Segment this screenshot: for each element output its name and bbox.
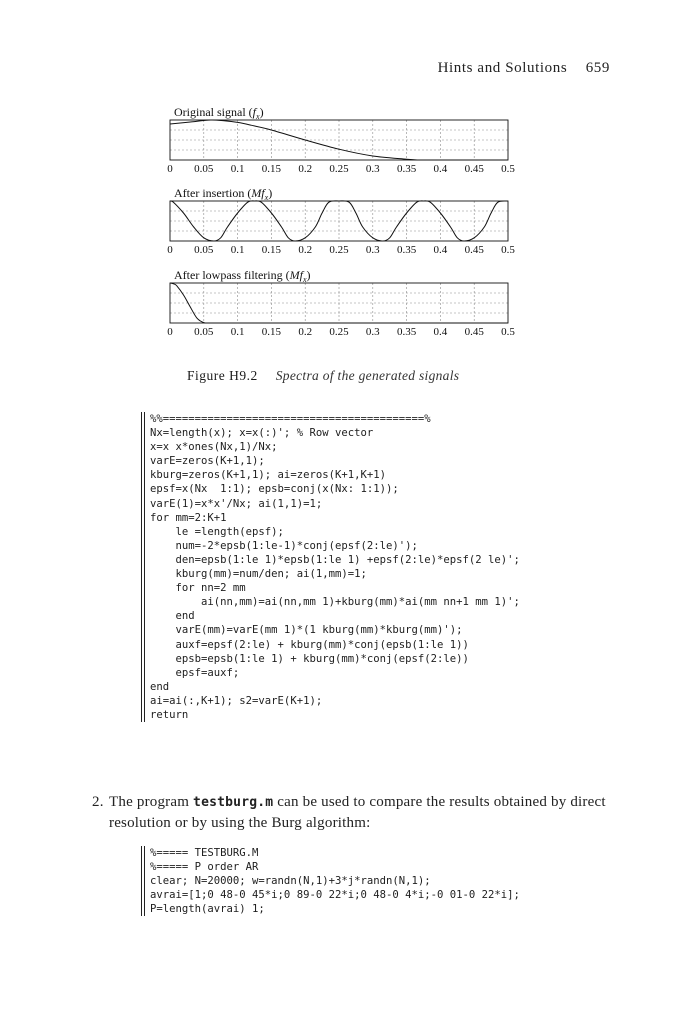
code-line: Nx=length(x); x=x(:)'; % Row vector xyxy=(150,427,374,440)
code-line: for nn=2 mm xyxy=(150,582,246,595)
tick-label: 0 xyxy=(167,244,173,256)
tick-label: 0.5 xyxy=(501,244,515,256)
code-line: varE(1)=x*x'/Nx; ai(1,1)=1; xyxy=(150,497,323,510)
tick-label: 0.3 xyxy=(365,163,380,175)
figure-caption-text: Spectra of the generated signals xyxy=(275,368,460,383)
plot-title: Original signal $(f_x)$ xyxy=(174,105,264,121)
code-line: le =length(epsf); xyxy=(150,525,284,538)
tick-label: 0.2 xyxy=(298,326,313,338)
tick-label: 0.1 xyxy=(230,163,245,175)
tick-label: 0.45 xyxy=(464,326,484,338)
code-line: %===== TESTBURG.M xyxy=(150,847,259,859)
tick-label: 0.15 xyxy=(261,244,282,256)
code-line: varE=zeros(K+1,1); xyxy=(150,455,265,468)
tick-label: 0.35 xyxy=(396,244,417,256)
code-line: den=epsb(1:le 1)*epsb(1:le 1) +epsf(2:le)*epsf(2 le)'; xyxy=(150,553,520,566)
tick-label: 0.3 xyxy=(365,326,380,338)
figure-label: Figure H9.2 xyxy=(187,368,258,383)
tick-label: 0.3 xyxy=(365,244,380,256)
plot-title: After lowpass filtering $(Mf_x)$ xyxy=(174,268,311,284)
code-line: return xyxy=(150,708,189,721)
paragraph-item-2 xyxy=(92,792,612,834)
tick-label: 0.45 xyxy=(464,163,484,175)
spectrum-plot-2 xyxy=(167,186,515,256)
paragraph-code-term: testburg.m xyxy=(193,795,274,810)
code-line: %%=========================================% xyxy=(150,413,431,425)
spectra-figure xyxy=(0,0,682,370)
tick-label: 0.25 xyxy=(329,244,349,256)
code-line: ai=ai(:,K+1); s2=varE(K+1); xyxy=(150,694,323,707)
tick-label: 0.4 xyxy=(433,326,448,338)
code-line: auxf=epsf(2:le) + kburg(mm)*conj(epsb(1:le 1)) xyxy=(150,638,469,651)
code-line: num=-2*epsb(1:le-1)*conj(epsf(2:le)'); xyxy=(150,539,418,552)
code-line: ai(nn,mm)=ai(nn,mm 1)+kburg(mm)*ai(mm nn+1 mm 1)'; xyxy=(150,596,520,609)
code-line: varE(mm)=varE(mm 1)*(1 kburg(mm)*kburg(mm)'); xyxy=(150,624,463,637)
figure-caption xyxy=(187,368,459,384)
page-number: 659 xyxy=(585,60,610,76)
spectrum-plot-1 xyxy=(167,105,515,175)
tick-label: 0 xyxy=(167,326,173,338)
paragraph-text: The program xyxy=(109,794,194,810)
code-line: P=length(avrai) 1; xyxy=(150,903,265,916)
tick-label: 0.25 xyxy=(329,163,349,175)
code-line: end xyxy=(150,680,170,693)
code-line: kburg(mm)=num/den; ai(1,mm)=1; xyxy=(150,568,367,581)
tick-label: 0.5 xyxy=(501,163,515,175)
tick-label: 0.35 xyxy=(396,163,417,175)
plot-title: After insertion $(Mf_x)$ xyxy=(174,186,273,202)
code-line: x=x x*ones(Nx,1)/Nx; xyxy=(150,441,278,454)
tick-label: 0.4 xyxy=(433,163,448,175)
code-line: %===== P order AR xyxy=(150,861,259,874)
code-block-burg xyxy=(141,412,520,722)
tick-label: 0.5 xyxy=(501,326,515,338)
tick-label: 0.15 xyxy=(261,163,282,175)
tick-label: 0.05 xyxy=(194,163,214,175)
tick-label: 0.35 xyxy=(396,326,417,338)
code-line: clear; N=20000; w=randn(N,1)+3*j*randn(N,1); xyxy=(150,875,431,888)
tick-label: 0.1 xyxy=(230,244,245,256)
tick-label: 0.05 xyxy=(194,244,214,256)
paragraph-text-rest: can be used to compare the results obtained by direct resolution or by using the Burg algorithm: xyxy=(109,794,606,831)
tick-label: 0 xyxy=(167,163,173,175)
tick-label: 0.15 xyxy=(261,326,282,338)
code-line: avrai=[1;0 48-0 45*i;0 89-0 22*i;0 48-0 4*i;-0 01-0 22*i]; xyxy=(150,889,520,902)
code-line: end xyxy=(150,610,195,623)
tick-label: 0.2 xyxy=(298,244,313,256)
tick-label: 0.25 xyxy=(329,326,349,338)
code-line: for mm=2:K+1 xyxy=(150,511,227,524)
running-title: Hints and Solutions xyxy=(437,60,568,76)
spectrum-plot-3 xyxy=(167,268,515,338)
code-line: epsf=x(Nx 1:1); epsb=conj(x(Nx: 1:1)); xyxy=(150,483,399,496)
tick-label: 0.1 xyxy=(230,326,245,338)
tick-label: 0.45 xyxy=(464,244,484,256)
tick-label: 0.2 xyxy=(298,163,313,175)
code-line: epsf=auxf; xyxy=(150,666,240,679)
code-block-testburg xyxy=(141,846,520,916)
tick-label: 0.4 xyxy=(433,244,448,256)
item-number: 2. xyxy=(92,794,104,810)
code-line: kburg=zeros(K+1,1); ai=zeros(K+1,K+1) xyxy=(150,469,386,482)
paragraph-body xyxy=(92,792,612,834)
tick-label: 0.05 xyxy=(194,326,214,338)
code-line: epsb=epsb(1:le 1) + kburg(mm)*conj(epsf(2:le)) xyxy=(150,652,469,665)
